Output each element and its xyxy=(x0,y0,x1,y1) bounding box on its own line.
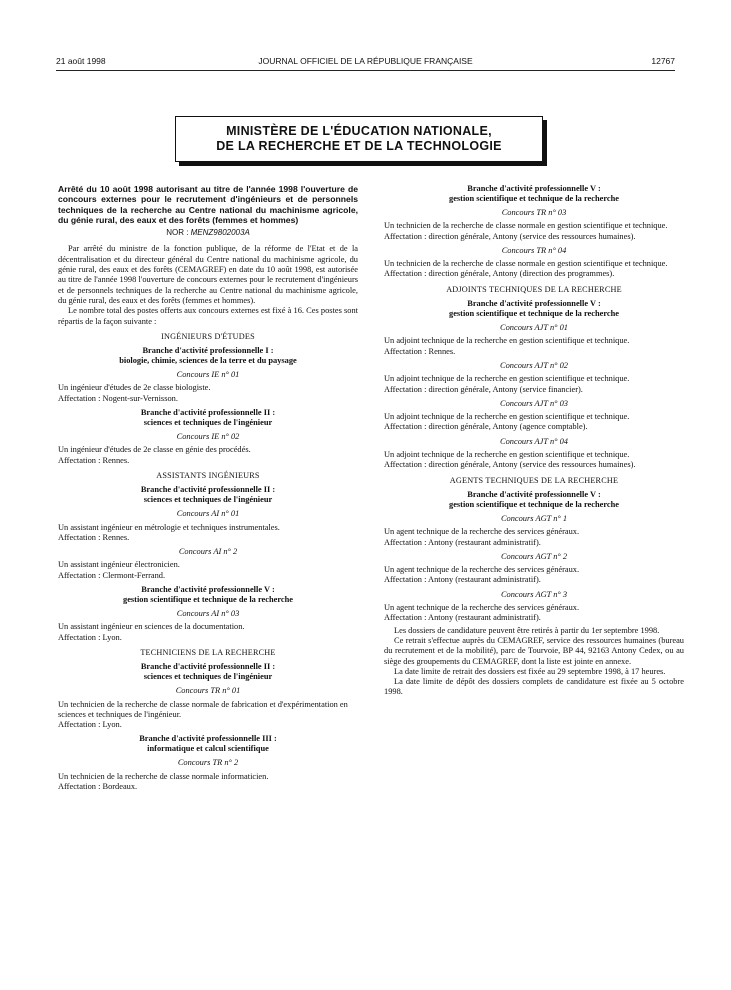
closing-paragraph-1: Les dossiers de candidature peuvent être retirés à partir du 1er septembre 1998. xyxy=(394,625,660,635)
post-affectation: Affectation : direction générale, Antony (service financier). xyxy=(384,384,583,394)
post-affectation: Affectation : Lyon. xyxy=(58,720,122,730)
concours-label: Concours AI n° 2 xyxy=(178,547,238,557)
post-item xyxy=(58,622,358,643)
branch-subtitle: gestion scientifique et technique de la recherche xyxy=(449,499,619,509)
section-heading-adjoints: ADJOINTS TECHNIQUES DE LA RECHERCHE xyxy=(446,284,622,294)
closing-paragraph-3: La date limite de retrait des dossiers est fixée au 29 septembre 1998, à 17 heures. xyxy=(394,666,666,676)
page-number: 12767 xyxy=(651,56,675,66)
branch-title: Branche d'activité professionnelle I : xyxy=(142,346,274,356)
section-heading-agents: AGENTS TECHNIQUES DE LA RECHERCHE xyxy=(449,475,619,485)
post-affectation: Affectation : Rennes. xyxy=(58,532,130,542)
post-description: Un adjoint technique de la recherche en gestion scientifique et technique. xyxy=(384,336,630,346)
post-item xyxy=(58,445,358,466)
post-affectation: Affectation : direction générale, Antony (service des ressources humaines). xyxy=(384,231,636,241)
post-description: Un adjoint technique de la recherche en gestion scientifique et technique. xyxy=(384,374,630,384)
closing-paragraph-4: La date limite de dépôt des dossiers complets de candidature est fixée au 5 octobre 1998. xyxy=(384,677,684,697)
branch-title: Branche d'activité professionnelle V : xyxy=(141,585,275,595)
post-item xyxy=(58,560,358,581)
branch-title: Branche d'activité professionnelle V : xyxy=(467,184,601,193)
post-description: Un agent technique de la recherche des services généraux. xyxy=(384,603,580,613)
concours-label: Concours AGT n° 2 xyxy=(500,551,568,561)
branch-heading xyxy=(384,490,684,510)
branch-heading xyxy=(58,662,358,682)
post-item xyxy=(58,772,358,793)
arrete-title: Arrêté du 10 août 1998 autorisant au titre de l'année 1998 l'ouverture de concours externes pour le recrutement d'ingénieurs et de personnels techniques de la recherche au Centre national du machinisme agricole, du génie rural, des eaux et des forêts (femmes et hommes) xyxy=(58,184,358,225)
section-heading-ingenieurs-etudes: INGÉNIEURS D'ÉTUDES xyxy=(161,331,255,341)
post-item xyxy=(58,523,358,544)
post-affectation: Affectation : Antony (restaurant administratif). xyxy=(384,613,541,623)
section-heading-assistants-ingenieurs: ASSISTANTS INGÉNIEURS xyxy=(156,470,260,480)
branch-subtitle: sciences et techniques de l'ingénieur xyxy=(143,672,273,682)
post-item xyxy=(384,336,684,357)
post-affectation: Affectation : Rennes. xyxy=(58,455,130,465)
post-description: Un technicien de la recherche de classe normale de fabrication et d'expérimentation en sciences et techniques de l'ingénieur. xyxy=(58,699,348,719)
post-affectation: Affectation : Bordeaux. xyxy=(58,781,138,791)
running-header xyxy=(56,56,675,70)
post-affectation: Affectation : Antony (restaurant administratif). xyxy=(384,575,541,585)
concours-label: Concours TR n° 2 xyxy=(177,758,239,768)
post-description: Un technicien de la recherche de classe normale en gestion scientifique et technique. xyxy=(384,259,668,269)
branch-heading xyxy=(58,346,358,366)
branch-title: Branche d'activité professionnelle III : xyxy=(139,734,277,744)
branch-subtitle: gestion scientifique et technique de la recherche xyxy=(449,309,619,319)
branch-title: Branche d'activité professionnelle II : xyxy=(140,408,276,418)
post-item xyxy=(384,565,684,586)
post-description: Un agent technique de la recherche des services généraux. xyxy=(384,527,580,537)
post-item xyxy=(58,383,358,404)
ministry-line-2: DE LA RECHERCHE ET DE LA TECHNOLOGIE xyxy=(216,139,502,153)
branch-heading xyxy=(58,485,358,505)
branch-heading xyxy=(384,184,684,204)
concours-label: Concours AJT n° 02 xyxy=(500,360,568,370)
ministry-line-1: MINISTÈRE DE L'ÉDUCATION NATIONALE, xyxy=(226,124,492,138)
post-affectation: Affectation : Clermont-Ferrand. xyxy=(58,570,166,580)
section-heading-techniciens: TECHNICIENS DE LA RECHERCHE xyxy=(140,647,276,657)
branch-heading xyxy=(58,408,358,428)
concours-label: Concours AI n° 03 xyxy=(176,609,240,619)
branch-title: Branche d'activité professionnelle II : xyxy=(140,662,276,672)
ministry-heading-box xyxy=(175,116,543,162)
post-description: Un ingénieur d'études de 2e classe en génie des procédés. xyxy=(58,445,251,455)
post-description: Un assistant ingénieur en sciences de la documentation. xyxy=(58,622,245,632)
branch-subtitle: sciences et techniques de l'ingénieur xyxy=(143,418,273,428)
branch-heading xyxy=(384,299,684,319)
left-column xyxy=(58,184,358,794)
right-column xyxy=(384,184,684,698)
concours-label: Concours TR n° 01 xyxy=(175,686,241,696)
arrete-paragraph-2: Le nombre total des postes offerts aux concours externes est fixé à 16. Ces postes sont répartis de la façon suivante : xyxy=(58,306,358,326)
journal-title: JOURNAL OFFICIEL DE LA RÉPUBLIQUE FRANÇAISE xyxy=(258,56,473,66)
concours-label: Concours AI n° 01 xyxy=(176,509,240,519)
post-item xyxy=(384,221,684,242)
concours-label: Concours AGT n° 1 xyxy=(500,513,568,523)
branch-subtitle: biologie, chimie, sciences de la terre et du paysage xyxy=(119,356,297,366)
nor-code: MENZ9802003A xyxy=(190,228,250,238)
branch-title: Branche d'activité professionnelle V : xyxy=(467,299,601,309)
concours-label: Concours IE n° 02 xyxy=(176,432,240,442)
post-affectation: Affectation : direction générale, Antony (direction des programmes). xyxy=(384,269,615,279)
branch-subtitle: sciences et techniques de l'ingénieur xyxy=(143,495,273,505)
post-description: Un agent technique de la recherche des services généraux. xyxy=(384,565,580,575)
post-affectation: Affectation : direction générale, Antony (service des ressources humaines). xyxy=(384,460,636,470)
nor-label: NOR : xyxy=(166,228,191,238)
header-rule xyxy=(56,70,675,71)
concours-label: Concours AJT n° 01 xyxy=(500,323,568,333)
post-item xyxy=(384,603,684,624)
issue-date: 21 août 1998 xyxy=(56,56,106,66)
post-item xyxy=(384,259,684,280)
concours-label: Concours AJT n° 04 xyxy=(500,436,568,446)
post-description: Un adjoint technique de la recherche en gestion scientifique et technique. xyxy=(384,412,630,422)
concours-label: Concours AGT n° 3 xyxy=(500,589,568,599)
branch-subtitle: informatique et calcul scientifique xyxy=(147,744,269,754)
branch-title: Branche d'activité professionnelle V : xyxy=(467,489,601,499)
post-description: Un ingénieur d'études de 2e classe biologiste. xyxy=(58,383,211,393)
post-affectation: Affectation : Lyon. xyxy=(58,632,122,642)
branch-subtitle: gestion scientifique et technique de la recherche xyxy=(449,194,619,203)
concours-label: Concours IE n° 01 xyxy=(176,370,240,380)
concours-label: Concours TR n° 03 xyxy=(501,208,567,217)
closing-paragraph-2: Ce retrait s'effectue auprès du CEMAGREF, service des ressources humaines (bureau du recrutement et de la mobilité), parc de Tourvoie, BP 44, 92163 Antony Cedex, ou au siège des groupements du CEMAGREF, dont la liste est jointe en annexe. xyxy=(384,635,684,666)
post-description: Un technicien de la recherche de classe normale en gestion scientifique et technique. xyxy=(384,221,668,231)
post-item xyxy=(384,374,684,395)
post-description: Un assistant ingénieur électronicien. xyxy=(58,560,180,570)
post-description: Un adjoint technique de la recherche en gestion scientifique et technique. xyxy=(384,450,630,460)
post-item xyxy=(58,700,358,731)
concours-label: Concours AJT n° 03 xyxy=(500,398,568,408)
concours-label: Concours TR n° 04 xyxy=(501,245,567,255)
post-description: Un assistant ingénieur en métrologie et techniques instrumentales. xyxy=(58,522,280,532)
post-affectation: Affectation : Antony (restaurant administratif). xyxy=(384,537,541,547)
branch-subtitle: gestion scientifique et technique de la recherche xyxy=(123,595,293,605)
branch-heading xyxy=(58,734,358,754)
nor-reference xyxy=(58,228,358,238)
post-item xyxy=(384,450,684,471)
post-affectation: Affectation : direction générale, Antony (agence comptable). xyxy=(384,422,588,432)
post-item xyxy=(384,527,684,548)
arrete-paragraph-1: Par arrêté du ministre de la fonction publique, de la réforme de l'Etat et de la décentralisation et du directeur général du Centre national du machinisme agricole, du génie rural, des eaux et des forêts (CEMAGREF) en date du 10 août 1998, est autorisée au titre de l'année 1998 l'ouverture de concours externes pour le recrutement d'ingénieurs et de personnels techniques de la recherche au Centre national du machinisme agricole, du génie rural, des eaux et des forêts (femmes et hommes). xyxy=(58,244,358,305)
post-description: Un technicien de la recherche de classe normale informaticien. xyxy=(58,771,269,781)
post-affectation: Affectation : Rennes. xyxy=(384,346,456,356)
branch-title: Branche d'activité professionnelle II : xyxy=(140,485,276,495)
branch-heading xyxy=(58,585,358,605)
post-affectation: Affectation : Nogent-sur-Vernisson. xyxy=(58,393,178,403)
post-item xyxy=(384,412,684,433)
